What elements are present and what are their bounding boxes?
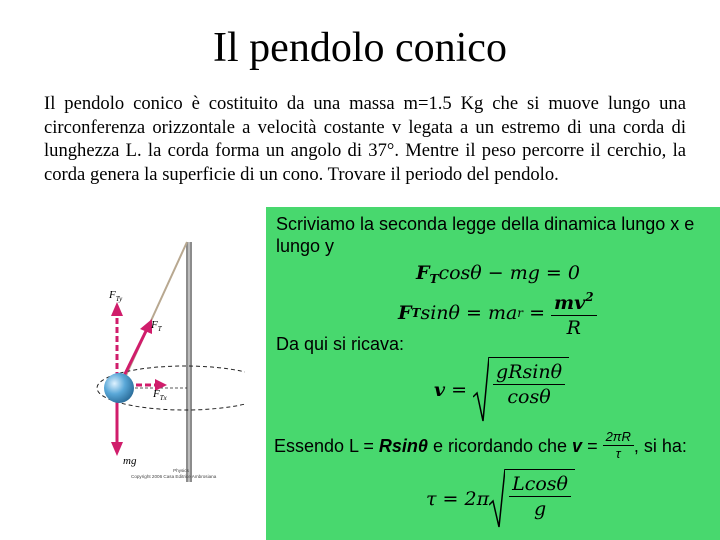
fty-label: F	[109, 289, 116, 301]
conical-pendulum-figure	[95, 230, 245, 490]
equation-x: F T sinθ = ma r = $\frac{mv^2}{R}$	[398, 285, 597, 340]
ft-arrow	[123, 329, 147, 378]
equation-y: $F_T\cos\theta$ − mg = 0	[416, 262, 580, 286]
svg-text:FT: $F_T$	[151, 319, 162, 333]
mg-label: mg	[123, 455, 137, 467]
solution-panel	[266, 207, 720, 540]
problem-text: Il pendolo conico è costituito da una massa m=1.5 Kg che si muove lungo una circonferenza orizzontale a velocità costante v legata a un estremo di una corda di lunghezza L. la corda forma un angolo di 37°. Mentre il peso percorre il cerchio, la corda genera la superficie di un cono. Trovare il periodo del pendolo.	[44, 93, 686, 185]
ftx-label: F	[153, 388, 160, 400]
equation-period: τ = 2π $\frac{Lcos\theta}{g}$	[426, 469, 575, 529]
ft-label: F	[151, 319, 158, 331]
slide-title: Il pendolo conico	[213, 25, 507, 71]
svg-text:FTx: $F_{Tx}$	[153, 388, 167, 402]
panel-derive-text: Da qui si ricava:	[276, 334, 405, 354]
equation-velocity: v = $\frac{gRsin\theta}{\cos\theta}$	[434, 357, 569, 423]
svg-text:FTy: $F_{Ty}$	[109, 289, 123, 303]
panel-intro-text: Scriviamo la seconda legge della dinamica lungo x e lungo y	[276, 214, 695, 256]
pendulum-bob	[104, 373, 134, 403]
figure-credit: Physics Copyright 2006 Casa Editrice Ambrosiana	[131, 468, 217, 479]
panel-relation-text: Essendo L = Rsinθ e ricordando che v = $\frac{2\pi R}{\tau}$ , si ha:	[274, 429, 687, 461]
